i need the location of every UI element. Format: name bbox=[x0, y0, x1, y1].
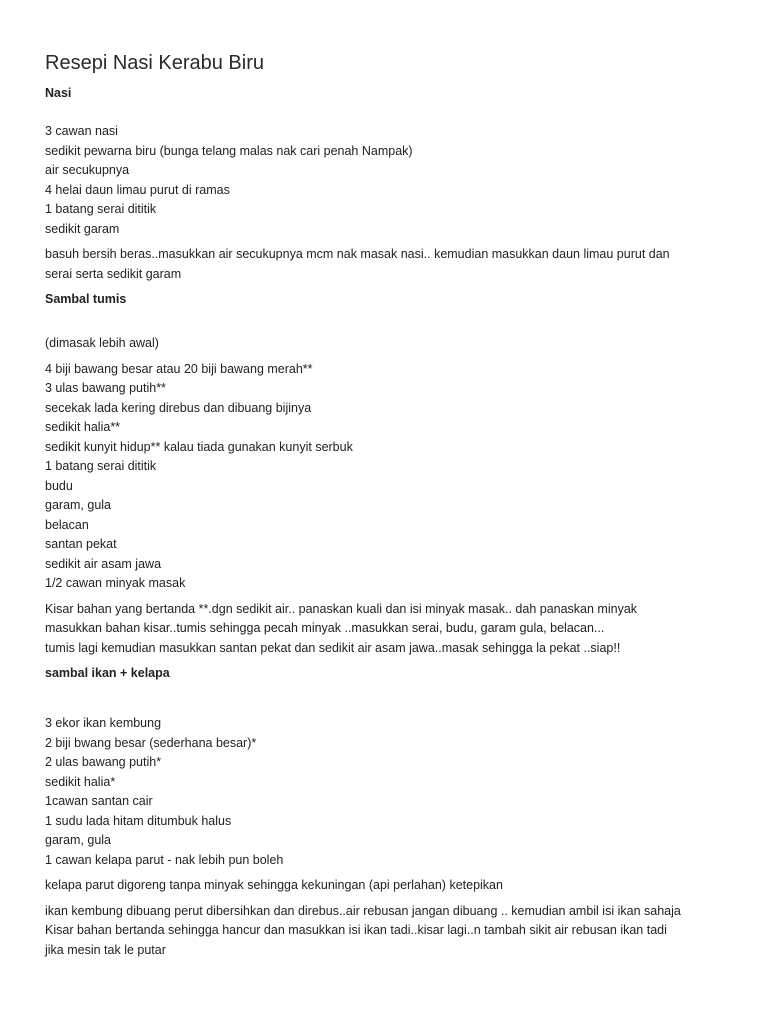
ingredient-line: garam, gula bbox=[45, 833, 112, 847]
ingredient-line: 4 helai daun limau purut di ramas bbox=[45, 182, 230, 197]
method-line: serai serta sedikit garam bbox=[45, 266, 182, 281]
ingredient-line: 1 batang serai dititik bbox=[45, 202, 157, 216]
ingredient-line: 2 ulas bawang putih* bbox=[45, 755, 162, 769]
ingredient-line: sedikit kunyit hidup** kalau tiada gunakan kunyit serbuk bbox=[45, 439, 353, 454]
method-line: Kisar bahan bertanda sehingga hancur dan masukkan isi ikan tadi..kisar lagi..n tambah sikit air rebusan ikan tadi bbox=[45, 923, 667, 937]
ingredient-line: 4 biji bawang besar atau 20 biji bawang merah** bbox=[45, 361, 313, 376]
method-line: Kisar bahan yang bertanda **.dgn sedikit air.. panaskan kuali dan isi minyak masak.. dah panaskan minyak bbox=[45, 601, 638, 616]
method-line: kelapa parut digoreng tanpa minyak sehingga kekuningan (api perlahan) ketepikan bbox=[45, 878, 503, 892]
sambal-ikan-step-2 bbox=[45, 902, 735, 961]
section-heading-sambal-ikan: sambal ikan + kelapa bbox=[45, 666, 170, 680]
sambal-ikan-ingredients bbox=[45, 714, 735, 870]
ingredient-line: sedikit air asam jawa bbox=[45, 556, 162, 571]
ingredient-line: 3 cawan nasi bbox=[45, 124, 118, 138]
page-title: Resepi Nasi Kerabu Biru bbox=[45, 52, 264, 74]
method-line: ikan kembung dibuang perut dibersihkan dan direbus..air rebusan jangan dibuang .. kemudian ambil isi ikan sahaja bbox=[45, 903, 681, 918]
ingredient-line: budu bbox=[45, 478, 73, 493]
section-heading-nasi: Nasi bbox=[45, 86, 72, 100]
ingredient-line: 1/2 cawan minyak masak bbox=[45, 576, 186, 590]
ingredient-line: garam, gula bbox=[45, 498, 112, 512]
ingredient-line: santan pekat bbox=[45, 537, 117, 551]
sambal-ikan-step-1 bbox=[45, 876, 735, 896]
ingredient-line: sedikit halia* bbox=[45, 774, 116, 789]
ingredient-line: 3 ekor ikan kembung bbox=[45, 716, 162, 730]
method-line: basuh bersih beras..masukkan air secukupnya mcm nak masak nasi.. kemudian masukkan daun limau purut dan bbox=[45, 247, 670, 261]
nasi-ingredients bbox=[45, 122, 735, 239]
method-line: masukkan bahan kisar..tumis sehingga pecah minyak ..masukkan serai, budu, garam gula, belacan... bbox=[45, 621, 605, 635]
ingredient-line: sedikit pewarna biru (bunga telang malas nak cari penah Nampak) bbox=[45, 143, 413, 158]
nasi-method bbox=[45, 245, 735, 284]
ingredient-line: sedikit garam bbox=[45, 221, 120, 236]
recipe-page bbox=[45, 50, 735, 960]
ingredient-line: belacan bbox=[45, 517, 89, 532]
sambal-tumis-ingredients bbox=[45, 360, 735, 594]
ingredient-line: sedikit halia** bbox=[45, 420, 121, 434]
cooking-note: (dimasak lebih awal) bbox=[45, 336, 159, 350]
ingredient-line: 3 ulas bawang putih** bbox=[45, 381, 166, 395]
ingredient-line: secekak lada kering direbus dan dibuang bijinya bbox=[45, 400, 312, 415]
ingredient-line: 1cawan santan cair bbox=[45, 794, 153, 808]
sambal-tumis-method bbox=[45, 600, 735, 659]
ingredient-line: 1 batang serai dititik bbox=[45, 459, 157, 473]
section-heading-sambal-tumis: Sambal tumis bbox=[45, 292, 127, 306]
ingredient-line: 1 cawan kelapa parut - nak lebih pun boleh bbox=[45, 852, 284, 867]
ingredient-line: 2 biji bwang besar (sederhana besar)* bbox=[45, 735, 257, 750]
method-line: jika mesin tak le putar bbox=[45, 942, 166, 957]
method-line: tumis lagi kemudian masukkan santan pekat dan sedikit air asam jawa..masak sehingga la pekat ..siap!! bbox=[45, 640, 621, 655]
ingredient-line: 1 sudu lada hitam ditumbuk halus bbox=[45, 813, 232, 828]
ingredient-line: air secukupnya bbox=[45, 163, 130, 177]
